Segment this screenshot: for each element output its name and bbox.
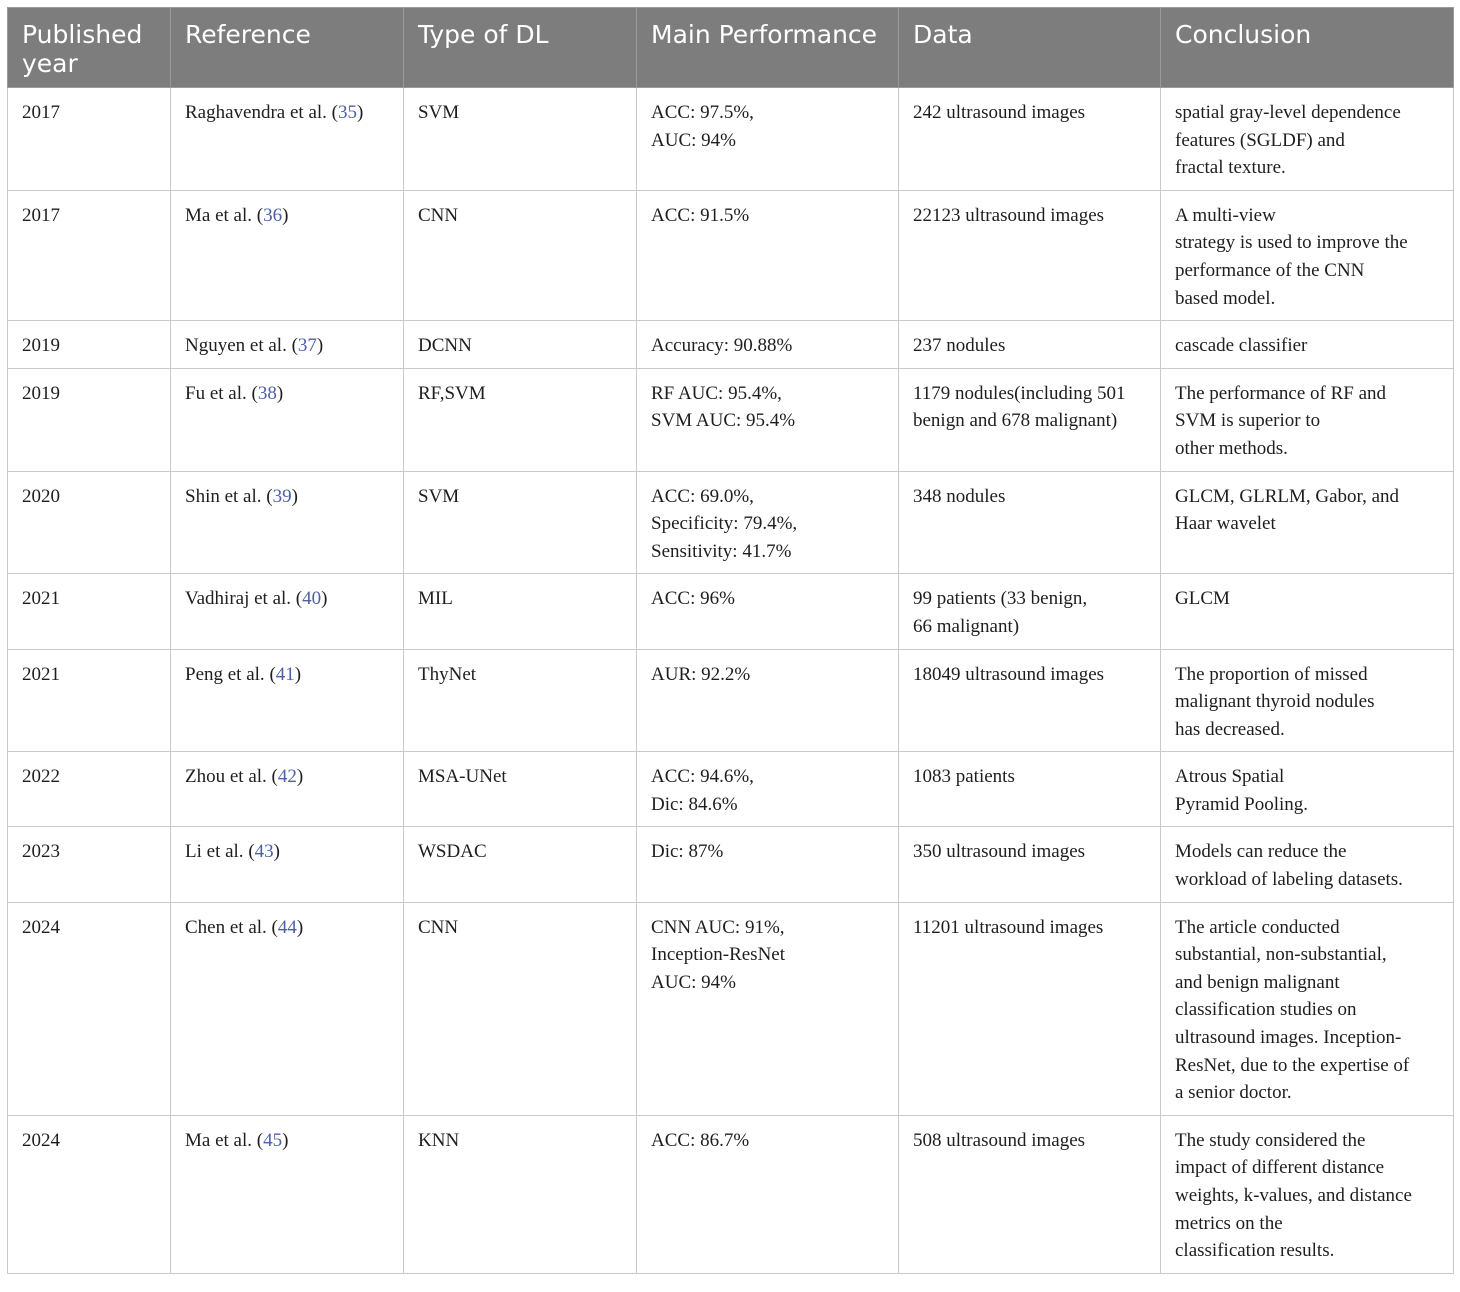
cell-main-performance [637,827,899,902]
cell-data [899,649,1161,752]
cell-data [899,1115,1161,1273]
main-performance-line: ACC: 91.5% [651,204,750,226]
cell-published-year [8,321,171,369]
header-main-performance: Main Performance [637,8,899,88]
conclusion-line: ultrasound images. Inception- [1175,1027,1402,1049]
reference-author: Nguyen et al. [185,335,287,357]
type-value: CNN [418,204,459,226]
table-row [8,321,1454,369]
type-value: SVM [418,485,460,507]
main-performance-line: CNN AUC: 91%, [651,916,785,938]
table-body [8,88,1454,1274]
header-type-of-dl: Type of DL [404,8,637,88]
cell-main-performance [637,649,899,752]
reference-link[interactable]: 41 [275,663,295,685]
cell-reference: Shin et al. (39) [171,471,404,574]
cell-type-of-dl [404,752,637,827]
cell-conclusion [1161,88,1454,191]
cell-reference: Nguyen et al. (37) [171,321,404,369]
cell-main-performance [637,88,899,191]
cell-reference: Li et al. (43) [171,827,404,902]
conclusion-line: substantial, non-substantial, [1175,944,1387,966]
cell-type-of-dl [404,1115,637,1273]
cell-published-year [8,574,171,649]
cell-main-performance [637,190,899,320]
cell-conclusion [1161,1115,1454,1273]
cell-type-of-dl [404,574,637,649]
type-value: CNN [418,916,459,938]
conclusion-line: workload of labeling datasets. [1175,869,1403,891]
cell-reference: Chen et al. (44) [171,902,404,1115]
cell-conclusion [1161,902,1454,1115]
cell-data [899,471,1161,574]
table-row [8,1115,1454,1273]
conclusion-line: classification results. [1175,1240,1335,1262]
conclusion-line: The article conducted [1175,916,1340,938]
conclusion-line: The study considered the [1175,1129,1366,1151]
table-row [8,574,1454,649]
cell-conclusion [1161,368,1454,471]
cell-type-of-dl [404,321,637,369]
reference-author: Zhou et al. [185,766,267,788]
header-published-year: Published year [8,8,171,88]
data-line: 1179 nodules(including 501 [913,382,1126,404]
cell-type-of-dl [404,88,637,191]
cell-published-year [8,827,171,902]
type-value: ThyNet [418,663,477,685]
data-line: 508 ultrasound images [913,1129,1086,1151]
reference-link[interactable]: 38 [257,382,277,404]
table-row [8,649,1454,752]
conclusion-line: classification studies on [1175,999,1357,1021]
cell-main-performance [637,574,899,649]
year-value: 2023 [22,841,60,863]
reference-link[interactable]: 39 [272,485,292,507]
data-line: 18049 ultrasound images [913,663,1105,685]
year-value: 2019 [22,335,60,357]
main-performance-line: AUC: 94% [651,129,736,151]
year-value: 2019 [22,382,60,404]
main-performance-line: Accuracy: 90.88% [651,335,793,357]
year-value: 2024 [22,1129,60,1151]
main-performance-line: ACC: 94.6%, [651,766,754,788]
data-line: 237 nodules [913,335,1006,357]
conclusion-line: SVM is superior to [1175,410,1321,432]
main-performance-line: ACC: 97.5%, [651,102,754,123]
type-value: SVM [418,102,460,123]
main-performance-line: Dic: 84.6% [651,793,738,815]
cell-reference: Vadhiraj et al. (40) [171,574,404,649]
cell-conclusion [1161,190,1454,320]
cell-type-of-dl [404,190,637,320]
conclusion-line: fractal texture. [1175,157,1286,179]
cell-reference: Ma et al. (36) [171,190,404,320]
conclusion-line: spatial gray-level dependence [1175,102,1401,123]
reference-author: Peng et al. [185,663,265,685]
cell-type-of-dl [404,471,637,574]
cell-published-year [8,368,171,471]
main-performance-line: SVM AUC: 95.4% [651,410,796,432]
conclusion-line: features (SGLDF) and [1175,129,1345,151]
conclusion-line: a senior doctor. [1175,1082,1292,1104]
data-line: benign and 678 malignant) [913,410,1118,432]
cell-type-of-dl [404,902,637,1115]
table-row [8,88,1454,191]
cell-reference: Peng et al. (41) [171,649,404,752]
data-line: 242 ultrasound images [913,102,1086,123]
main-performance-line: Inception-ResNet [651,944,786,966]
type-value: KNN [418,1129,460,1151]
conclusion-line: Haar wavelet [1175,513,1276,535]
conclusion-line: Atrous Spatial [1175,766,1285,788]
year-value: 2021 [22,588,60,610]
data-line: 1083 patients [913,766,1015,788]
reference-author: Vadhiraj et al. [185,588,292,610]
conclusion-line: performance of the CNN [1175,259,1365,281]
main-performance-line: Sensitivity: 41.7% [651,540,792,562]
reference-link[interactable]: 37 [297,335,317,357]
reference-link[interactable]: 43 [254,841,274,863]
cell-data [899,827,1161,902]
main-performance-line: ACC: 86.7% [651,1129,750,1151]
header-conclusion: Conclusion [1161,8,1454,88]
year-value: 2017 [22,102,60,123]
reference-link[interactable]: 42 [277,766,297,788]
year-value: 2024 [22,916,60,938]
cell-main-performance [637,368,899,471]
cell-published-year [8,471,171,574]
reference-link[interactable]: 44 [277,916,297,938]
reference-author: Chen et al. [185,916,267,938]
cell-published-year [8,1115,171,1273]
type-value: MIL [418,588,453,610]
cell-reference: Fu et al. (38) [171,368,404,471]
cell-reference: Ma et al. (45) [171,1115,404,1273]
cell-reference: Raghavendra et al. (35) [171,88,404,191]
type-value: RF,SVM [418,382,486,404]
type-value: DCNN [418,335,472,357]
cell-conclusion [1161,827,1454,902]
table-row [8,471,1454,574]
reference-author: Raghavendra et al. [185,102,327,123]
conclusion-line: Pyramid Pooling. [1175,793,1309,815]
conclusion-line: other methods. [1175,437,1288,459]
conclusion-line: and benign malignant [1175,971,1340,993]
cell-published-year [8,88,171,191]
cell-published-year [8,902,171,1115]
table-row [8,827,1454,902]
reference-author: Fu et al. [185,382,247,404]
reference-link[interactable]: 36 [263,204,283,226]
cell-data [899,574,1161,649]
cell-data [899,88,1161,191]
cell-conclusion [1161,752,1454,827]
cell-published-year [8,752,171,827]
cell-data [899,368,1161,471]
cell-data [899,902,1161,1115]
cell-conclusion [1161,471,1454,574]
table-row [8,902,1454,1115]
main-performance-line: AUR: 92.2% [651,663,751,685]
data-line: 350 ultrasound images [913,841,1086,863]
cell-main-performance [637,752,899,827]
table-row [8,190,1454,320]
main-performance-line: Specificity: 79.4%, [651,513,798,535]
conclusion-line: based model. [1175,287,1276,309]
data-line: 99 patients (33 benign, [913,588,1088,610]
conclusion-line: malignant thyroid nodules [1175,691,1375,713]
header-data: Data [899,8,1161,88]
data-line: 11201 ultrasound images [913,916,1104,938]
reference-link[interactable]: 45 [263,1129,283,1151]
conclusion-line: GLCM [1175,588,1230,610]
conclusion-line: Models can reduce the [1175,841,1347,863]
conclusion-line: cascade classifier [1175,335,1308,357]
main-performance-line: RF AUC: 95.4%, [651,382,782,404]
data-line: 66 malignant) [913,615,1020,637]
cell-conclusion [1161,649,1454,752]
reference-link[interactable]: 40 [302,588,322,610]
table-row [8,752,1454,827]
cell-type-of-dl [404,368,637,471]
cell-published-year [8,649,171,752]
reference-author: Li et al. [185,841,244,863]
cell-main-performance [637,1115,899,1273]
data-line: 22123 ultrasound images [913,204,1105,226]
main-performance-line: ACC: 69.0%, [651,485,754,507]
conclusion-line: GLCM, GLRLM, Gabor, and [1175,485,1400,507]
cell-type-of-dl [404,649,637,752]
year-value: 2017 [22,204,60,226]
conclusion-line: impact of different distance [1175,1157,1385,1179]
conclusion-line: strategy is used to improve the [1175,232,1408,254]
cell-main-performance [637,321,899,369]
conclusion-line: metrics on the [1175,1212,1283,1234]
cell-published-year [8,190,171,320]
table-row [8,368,1454,471]
cell-conclusion [1161,574,1454,649]
cell-data [899,752,1161,827]
cell-conclusion [1161,321,1454,369]
comparison-table [7,7,1454,1274]
main-performance-line: ACC: 96% [651,588,735,610]
cell-data [899,190,1161,320]
reference-author: Ma et al. [185,1129,253,1151]
main-performance-line: AUC: 94% [651,971,736,993]
year-value: 2021 [22,663,60,685]
conclusion-line: weights, k-values, and distance [1175,1185,1412,1206]
reference-link[interactable]: 35 [337,102,357,123]
conclusion-line: has decreased. [1175,718,1285,740]
table-header-row [8,8,1454,88]
type-value: WSDAC [418,841,487,863]
data-line: 348 nodules [913,485,1006,507]
reference-author: Shin et al. [185,485,262,507]
conclusion-line: The performance of RF and [1175,382,1387,404]
conclusion-line: ResNet, due to the expertise of [1175,1054,1410,1076]
reference-author: Ma et al. [185,204,253,226]
year-value: 2022 [22,766,60,788]
cell-main-performance [637,471,899,574]
cell-main-performance [637,902,899,1115]
conclusion-line: The proportion of missed [1175,663,1368,685]
cell-reference: Zhou et al. (42) [171,752,404,827]
cell-data [899,321,1161,369]
conclusion-line: A multi-view [1175,204,1276,226]
main-performance-line: Dic: 87% [651,841,724,863]
year-value: 2020 [22,485,60,507]
cell-type-of-dl [404,827,637,902]
type-value: MSA-UNet [418,766,507,788]
header-reference: Reference [171,8,404,88]
